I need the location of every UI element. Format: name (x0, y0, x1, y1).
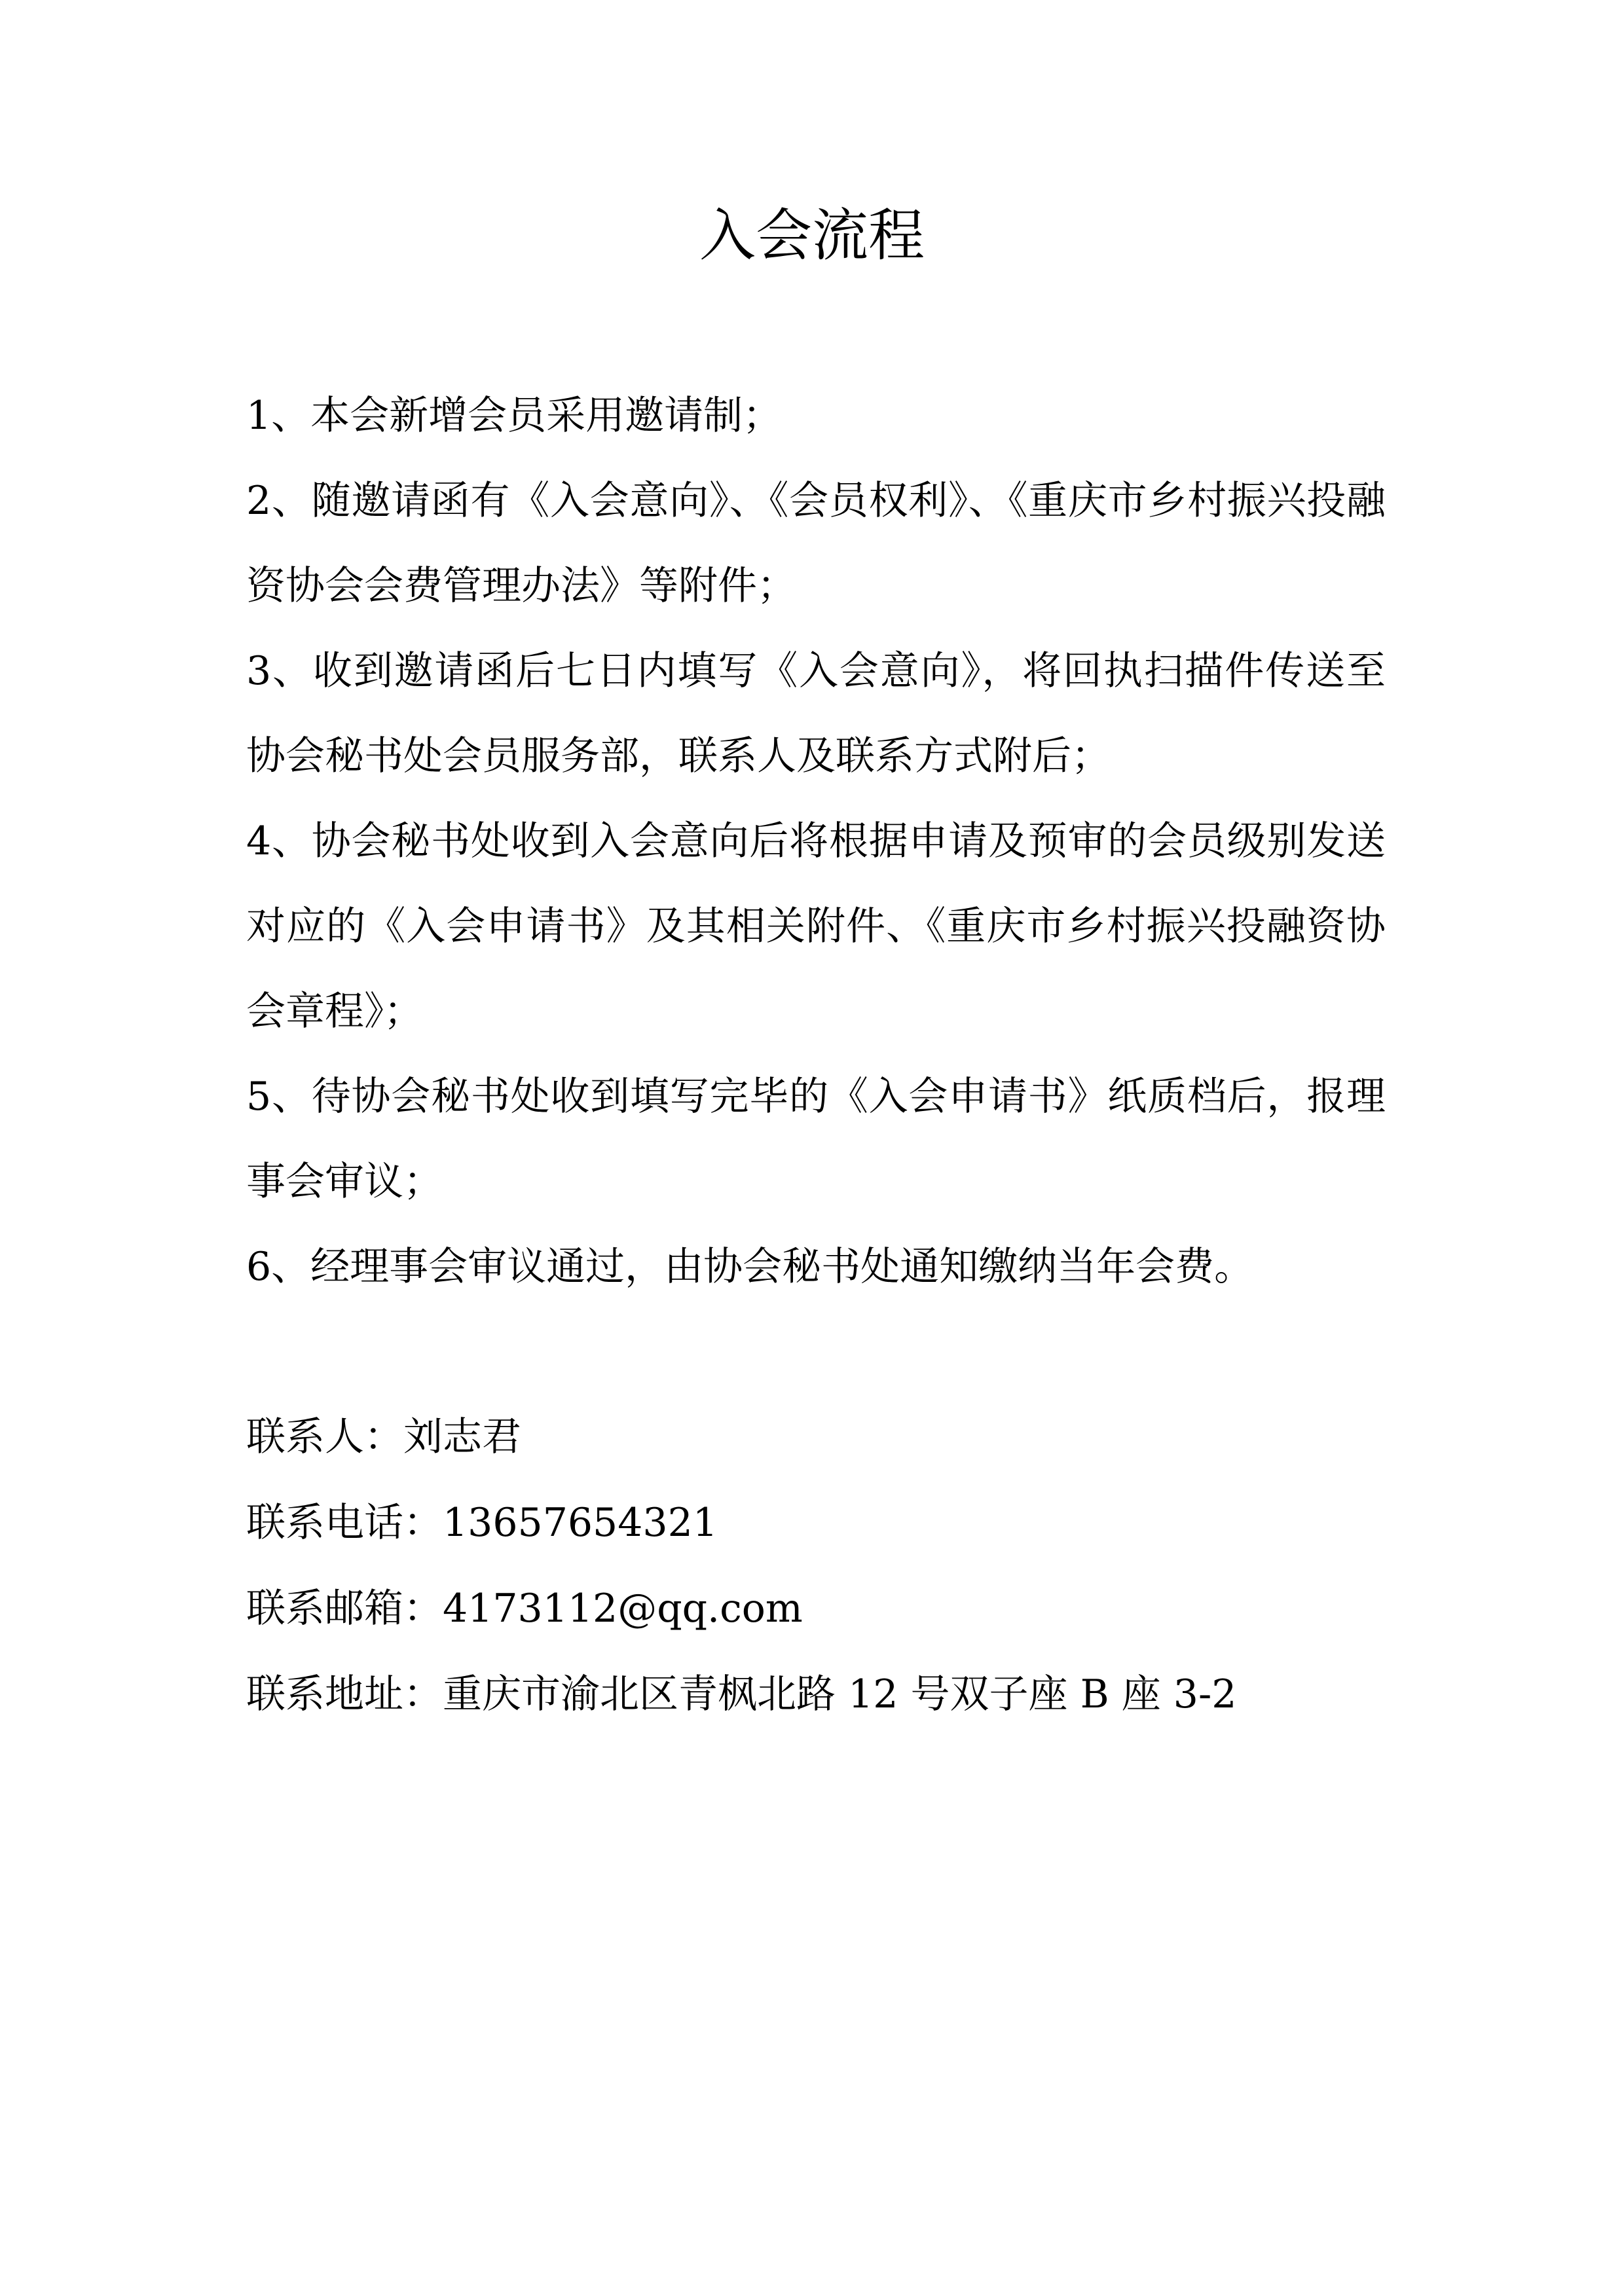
step-2: 2、随邀请函有《入会意向》、《会员权利》、《重庆市乡村振兴投融资协会会费管理办法》等附件； (246, 478, 1386, 609)
contact-email-line (246, 1566, 1386, 1652)
contact-phone-label: 联系电话： (246, 1500, 443, 1546)
contact-address-value: 重庆市渝北区青枫北路 12 号双子座 B 座 3-2 (443, 1671, 1237, 1717)
contact-person-line (246, 1394, 1386, 1480)
contact-info (246, 1394, 1386, 1738)
step-4: 4、协会秘书处收到入会意向后将根据申请及预审的会员级别发送对应的《入会申请书》及其相关附件、《重庆市乡村振兴投融资协会章程》； (246, 818, 1386, 1034)
contact-phone-value: 13657654321 (443, 1500, 718, 1546)
step-1: 1、本会新增会员采用邀请制； (246, 393, 783, 439)
step-6: 6、经理事会审议通过，由协会秘书处通知缴纳当年会费。 (246, 1244, 1254, 1290)
process-steps-list (246, 373, 1386, 1309)
contact-person-label: 联系人： (246, 1414, 403, 1460)
contact-address-label: 联系地址： (246, 1671, 443, 1717)
step-3: 3、收到邀请函后七日内填写《入会意向》，将回执扫描件传送至协会秘书处会员服务部，联系人及联系方式附后； (246, 648, 1386, 779)
contact-email-value: 4173112@qq.com (443, 1586, 803, 1631)
contact-address-line (246, 1652, 1386, 1738)
step-5: 5、待协会秘书处收到填写完毕的《入会申请书》纸质档后，报理事会审议； (246, 1074, 1386, 1205)
contact-email-label: 联系邮箱： (246, 1586, 443, 1631)
page-title: 入会流程 (699, 203, 925, 268)
contact-phone-line (246, 1480, 1386, 1566)
contact-person-value: 刘志君 (403, 1414, 521, 1460)
